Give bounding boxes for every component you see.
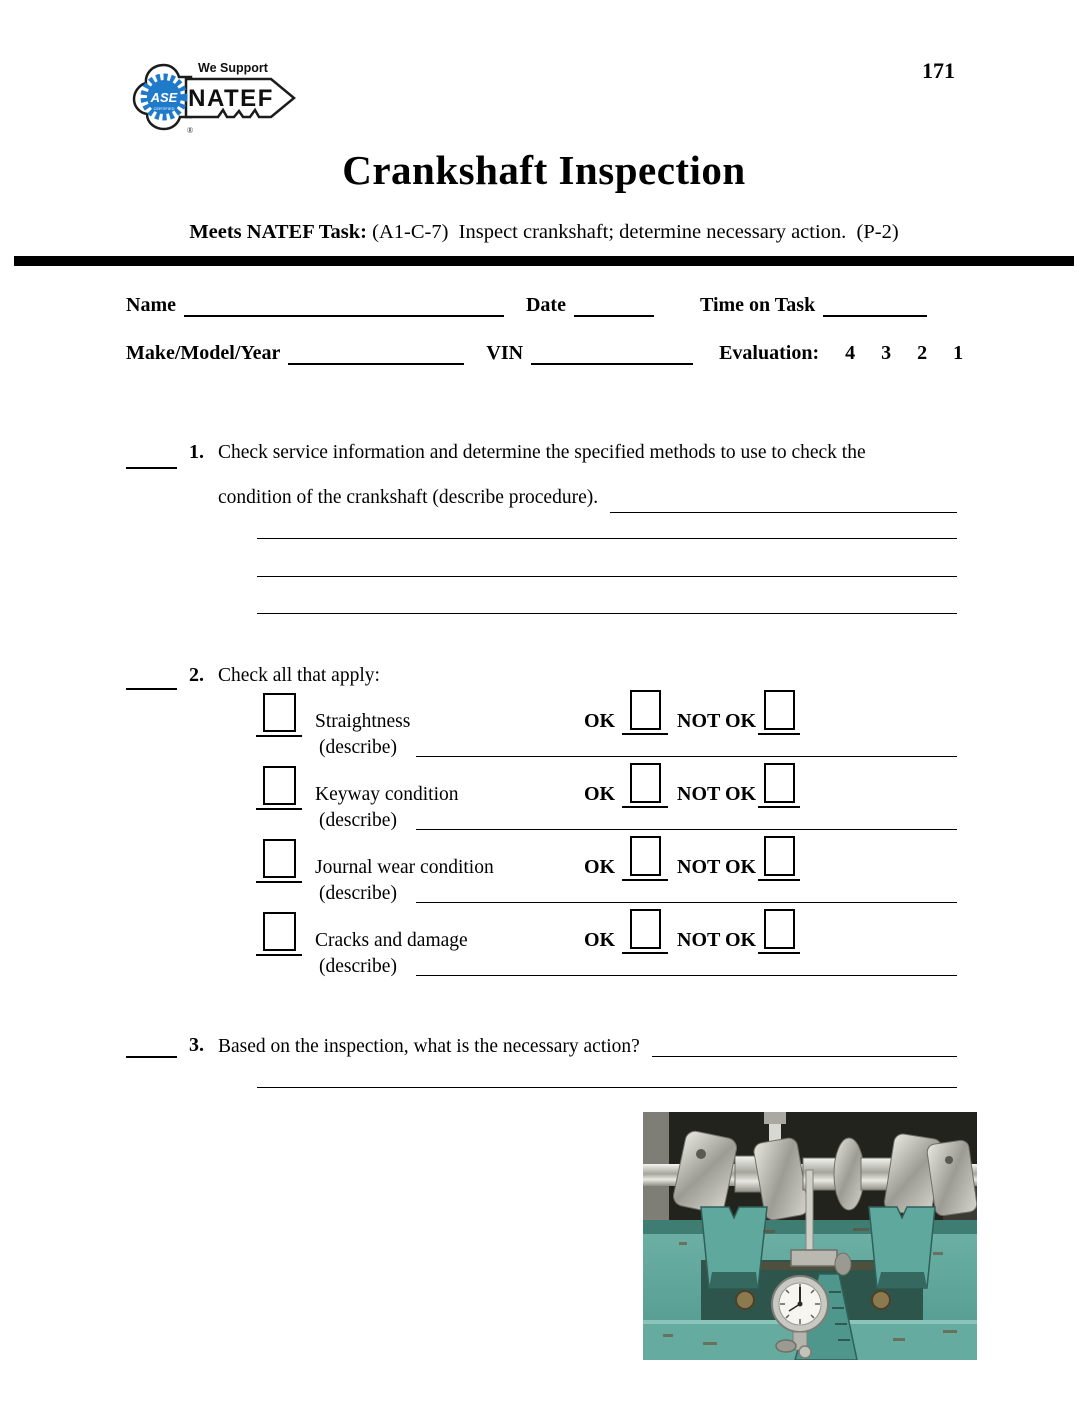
task-subtitle [0,221,1088,244]
checkbox-underline [256,912,302,956]
not-ok-box-underline [758,909,800,954]
ok-label: OK [584,710,616,732]
natef-logo [131,53,297,139]
item-1-line-2: condition of the crankshaft (describe procedure). [218,487,599,508]
checklist-row-keyway [0,768,1088,808]
evaluation-value-4[interactable]: 4 [845,342,856,364]
journal-wear-ok-checkbox[interactable] [630,836,661,876]
header-divider [14,256,1074,266]
ok-box-underline [622,763,668,808]
journal-wear-not-ok-checkbox[interactable] [764,836,795,876]
journal-wear-label: Journal wear condition [315,857,494,878]
svg-text:ASE: ASE [150,90,178,105]
item-1-writing-line-3[interactable] [257,612,957,614]
describe-row [0,806,1088,832]
logo-tagline: We Support [198,61,268,75]
ok-group [584,690,668,735]
checklist-row-straightness [0,695,1088,735]
not-ok-label: NOT OK [677,929,757,951]
item-2-text: Check all that apply: [218,665,380,686]
evaluation-value-1[interactable]: 1 [953,342,964,364]
make-model-year-label: Make/Model/Year [126,342,281,364]
ok-label: OK [584,783,616,805]
not-ok-box-underline [758,836,800,881]
checkbox-underline [256,839,302,883]
item-1-writing-line-1[interactable] [257,537,957,539]
ok-label: OK [584,929,616,951]
item-1-answer-line[interactable] [610,512,957,513]
cracks-not-ok-checkbox[interactable] [764,909,795,949]
item-3-number: 3. [189,1034,204,1056]
date-field[interactable] [574,295,654,317]
item-1-line-1: Check service information and determine the specified methods to use to check the [218,442,866,463]
item-2-grade-blank[interactable] [126,676,177,690]
keyway-describe-line[interactable] [416,829,957,830]
name-label: Name [126,294,176,316]
keyway-label: Keyway condition [315,784,459,805]
journal-wear-checkbox[interactable] [263,839,296,878]
straightness-describe-line[interactable] [416,756,957,757]
item-3-text-row [218,1030,957,1064]
ok-box-underline [622,836,668,881]
keyway-ok-checkbox[interactable] [630,763,661,803]
straightness-ok-checkbox[interactable] [630,690,661,730]
keyway-not-ok-checkbox[interactable] [764,763,795,803]
item-3-grade-blank[interactable] [126,1044,177,1058]
evaluation-label: Evaluation: [719,342,820,364]
not-ok-group [677,763,800,808]
not-ok-box-underline [758,690,800,735]
crankshaft-on-v-blocks-illustration [643,1112,977,1360]
registered-trademark: ® [187,126,194,135]
task-label: Meets NATEF Task: [189,221,367,243]
item-1-text [218,430,957,520]
page-title: Crankshaft Inspection [342,147,746,193]
item-2-number: 2. [189,664,204,686]
describe-label: (describe) [319,737,397,758]
vin-label: VIN [486,342,524,364]
cracks-checkbox[interactable] [263,912,296,951]
describe-label: (describe) [319,810,397,831]
time-on-task-field[interactable] [823,295,927,317]
keyway-checkbox[interactable] [263,766,296,805]
not-ok-box-underline [758,763,800,808]
cracks-describe-line[interactable] [416,975,957,976]
logo-brand: NATEF [188,85,274,112]
task-text-body: (A1-C-7) Inspect crankshaft; determine necessary action. (P-2) [372,221,899,243]
checklist-row-journal-wear [0,841,1088,881]
name-field[interactable] [184,295,504,317]
describe-row [0,952,1088,978]
ok-box-underline [622,690,668,735]
ok-group [584,836,668,881]
not-ok-group [677,909,800,954]
ok-label: OK [584,856,616,878]
item-1-writing-line-2[interactable] [257,575,957,577]
not-ok-label: NOT OK [677,856,757,878]
make-model-year-field[interactable] [288,343,464,365]
describe-row [0,879,1088,905]
checkbox-underline [256,693,302,737]
not-ok-group [677,836,800,881]
straightness-checkbox[interactable] [263,693,296,732]
evaluation-value-3[interactable]: 3 [881,342,892,364]
not-ok-label: NOT OK [677,710,757,732]
cracks-label: Cracks and damage [315,930,468,951]
info-row-2 [126,342,963,365]
svg-text:CERTIFIED: CERTIFIED [153,106,175,111]
item-1-number: 1. [189,441,204,463]
journal-wear-describe-line[interactable] [416,902,957,903]
crankshaft-photo [643,1112,977,1360]
not-ok-label: NOT OK [677,783,757,805]
checklist-row-cracks [0,914,1088,954]
describe-row [0,733,1088,759]
natef-key-logo-graphic [131,53,297,139]
checkbox-underline [256,766,302,810]
page-number: 171 [922,58,955,83]
item-3-text: Based on the inspection, what is the necessary action? [218,1036,640,1057]
evaluation-value-2[interactable]: 2 [917,342,928,364]
cracks-ok-checkbox[interactable] [630,909,661,949]
not-ok-group [677,690,800,735]
item-1-grade-blank[interactable] [126,455,177,469]
straightness-not-ok-checkbox[interactable] [764,690,795,730]
item-3-writing-line[interactable] [257,1086,957,1088]
straightness-label: Straightness [315,711,411,732]
item-3-answer-line[interactable] [652,1056,957,1057]
info-row-1 [126,294,927,317]
date-label: Date [525,294,566,316]
time-on-task-label: Time on Task [699,294,816,316]
ok-box-underline [622,909,668,954]
vin-field[interactable] [531,343,693,365]
ok-group [584,763,668,808]
describe-label: (describe) [319,883,397,904]
describe-label: (describe) [319,956,397,977]
ok-group [584,909,668,954]
